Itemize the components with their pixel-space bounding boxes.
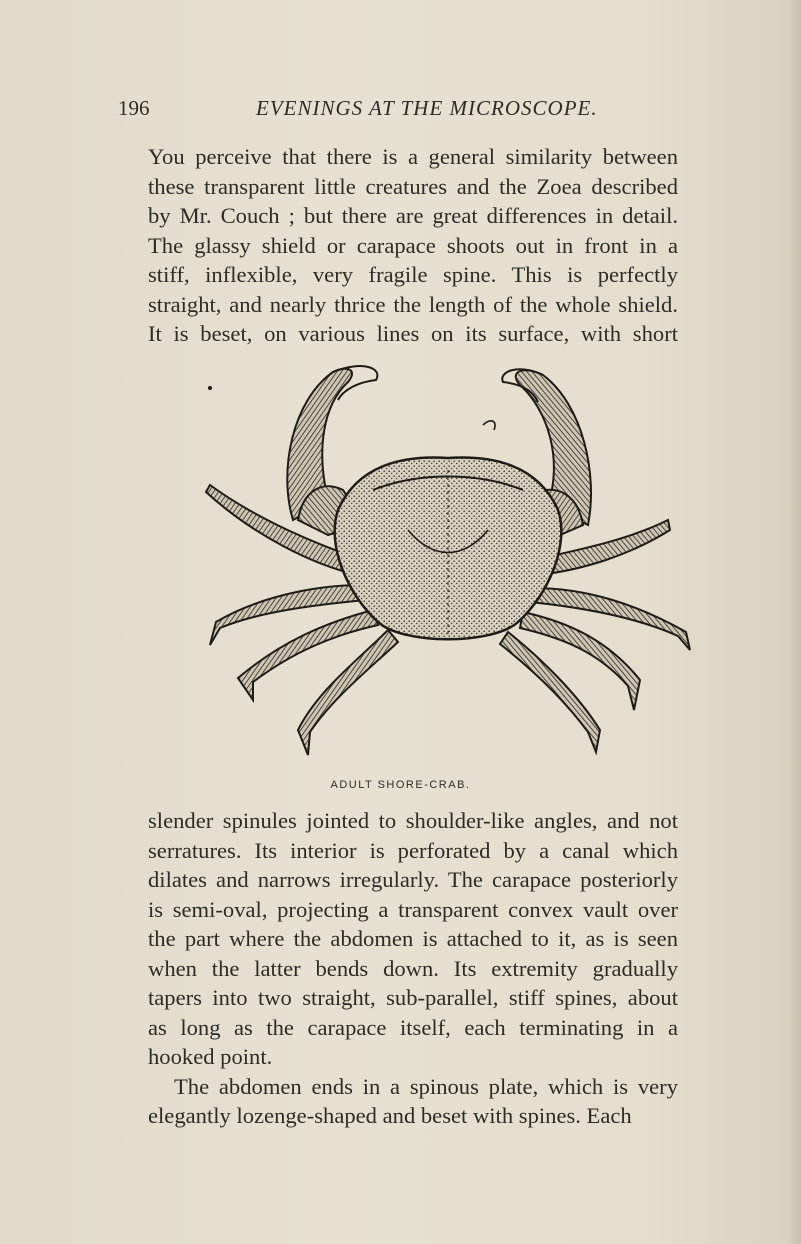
text-line: by Mr. Couch ; but there are great differences in detail. xyxy=(148,203,678,228)
text-line: dilates and narrows irregularly. The carapace posteriorly xyxy=(148,867,678,892)
paragraph-1 xyxy=(148,142,678,349)
text-line: straight, and nearly thrice the length of the whole shield. xyxy=(148,291,678,317)
page-number: 196 xyxy=(118,96,150,120)
text-line: elegantly lozenge-shaped and beset with spines. Each xyxy=(148,1103,632,1128)
page-edge-shadow xyxy=(787,0,801,1244)
page-header xyxy=(118,96,678,124)
text-line: tapers into two straight, sub-parallel, stiff spines, about xyxy=(148,985,678,1010)
text-line: It is beset, on various lines on its surface, with short xyxy=(148,321,678,346)
text-line: is semi-oval, projecting a transparent convex vault over xyxy=(148,896,678,922)
text-line: serratures. Its interior is perforated by a canal which xyxy=(148,837,678,863)
text-line: The glassy shield or carapace shoots out in front in a xyxy=(148,232,678,258)
text-line: when the latter bends down. Its extremity gradually xyxy=(148,955,678,981)
text-line: slender spinules jointed to shoulder-like angles, and not xyxy=(148,808,678,833)
paragraph-2 xyxy=(148,806,678,1131)
text-line: You perceive that there is a general similarity between xyxy=(148,144,678,169)
text-line: these transparent little creatures and the Zoea described xyxy=(148,173,678,199)
text-line: The abdomen ends in a spinous plate, which is very xyxy=(174,1073,678,1099)
text-line: stiff, inflexible, very fragile spine. This is perfectly xyxy=(148,262,678,287)
running-title: EVENINGS AT THE MICROSCOPE. xyxy=(256,96,598,120)
figure-caption: ADULT SHORE-CRAB. xyxy=(330,779,471,791)
text-line: hooked point. xyxy=(148,1044,273,1069)
text-line: the part where the abdomen is attached to it, as is seen xyxy=(148,926,678,951)
text-line: as long as the carapace itself, each terminating in a xyxy=(148,1014,678,1040)
shore-crab-illustration xyxy=(198,360,698,760)
